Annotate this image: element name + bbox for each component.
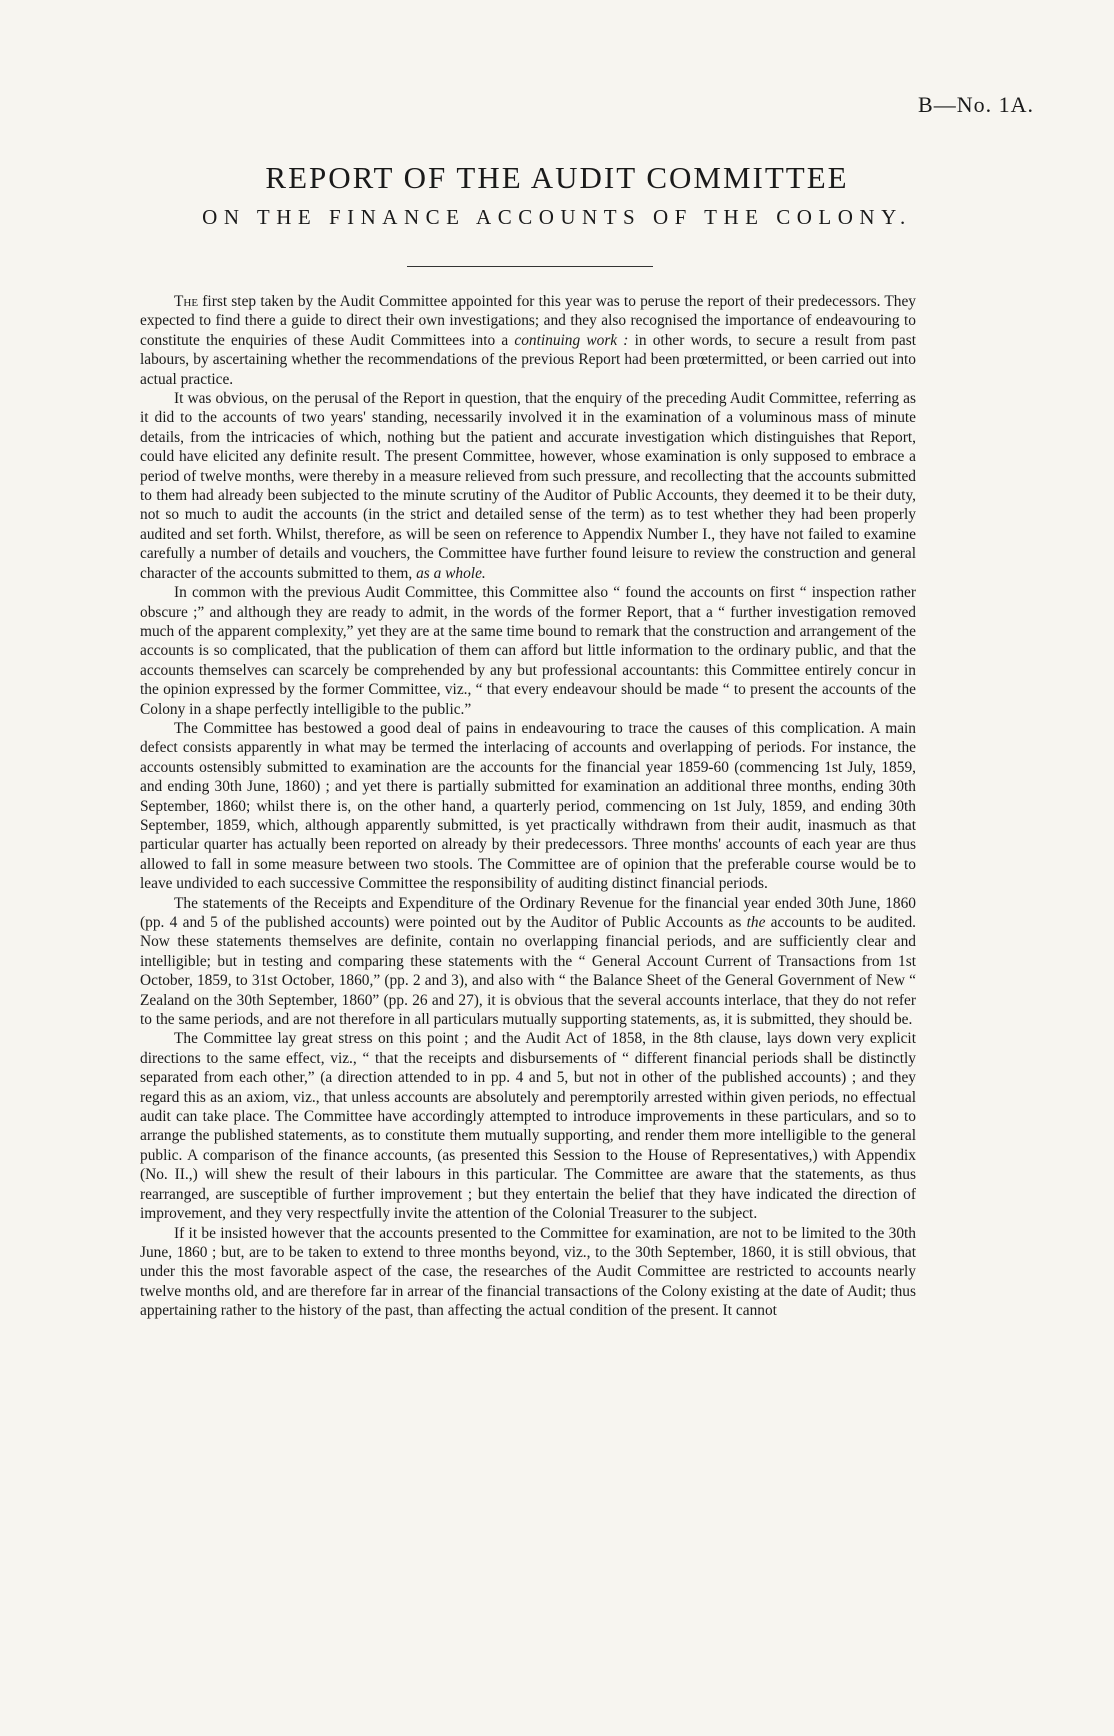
paragraph-7: If it be insisted however that the accounts presented to the Committee for examination, are not to be limited to the 30th June, 1860 ; but, are to be taken to extend to three months beyond, viz., to the 30th September, 1860, it is still obvious, that under this the most favorable aspect of the case, the researches of the Audit Committee are restricted to accounts nearly twelve months old, and are therefore far in arrear of the financial transactions of the Colony existing at the date of Audit; thus appertaining rather to the history of the past, than affecting the actual condition of the present. It cannot [140, 1224, 916, 1320]
title-divider [407, 266, 653, 267]
paragraph-2-text-a: It was obvious, on the perusal of the Report in question, that the enquiry of the preceding Audit Committee, referring as it did to the accounts of two years' standing, necessarily involved it in the examination of a voluminous mass of minute details, from the intricacies of which, nothing but the patient and accurate investigation which distinguishes that Report, could have elicited any definite result. The present Committee, however, whose examination is only supposed to embrace a period of twelve months, were thereby in a measure relieved from such pressure, and recollecting that the accounts submitted to them had already been subjected to the minute scrutiny of the Auditor of Public Accounts, they deemed it to be their duty, not so much to audit the accounts (in the strict and detailed sense of the term) as to test whether they had been properly audited and set forth. Whilst, therefore, as will be seen on reference to Appendix Number I., they have not failed to examine carefully a number of details and vouchers, the Committee have further found leisure to review the construction and general character of the accounts submitted to them, [140, 390, 916, 582]
paragraph-5-emphasis: the [746, 914, 766, 931]
paragraph-1-emphasis: continuing work : [514, 331, 629, 349]
paragraph-5-text-a: The statements of the Receipts and Expenditure of the Ordinary Revenue for the financial year ended 30th June, 1860 (pp. 4 and 5 of the published accounts) were pointed out by the Auditor of Public Accounts as [140, 894, 916, 931]
paragraph-1-lead: The [174, 293, 199, 310]
paragraph-3: In common with the previous Audit Committee, this Committee also “ found the accounts on first “ inspection rather obscure ;” and although they are ready to admit, in the words of the former Report, that a “ further investigation removed much of the apparent complexity,” yet they are at the same time bound to remark that the construction and arrangement of the accounts is so complicated, that the publication of them can afford but little information to the ordinary public, and that the accounts themselves can scarcely be comprehended by any but professional accountants: this Committee entirely concur in the opinion expressed by the former Committee, viz., “ that every endeavour should be made “ to present the accounts of the Colony in a shape perfectly intelligible to the public.” [140, 584, 916, 718]
report-title: REPORT OF THE AUDIT COMMITTEE [265, 160, 849, 195]
paragraph-2 [140, 389, 916, 583]
paragraph-2-emphasis: as a whole. [416, 564, 486, 582]
paragraph-1 [140, 292, 916, 389]
paragraph-1-text-b: in other words, to secure a result from past labours, by ascertaining whether the recommendations of the previous Report had been prœtermitted, or been carried out into actual practice. [140, 331, 916, 388]
paragraph-1-text-a: first step taken by the Audit Committee appointed for this year was to peruse the report of their predecessors. They expected to find there a guide to direct their own investigations; and they also recognised the importance of endeavouring to constitute the enquiries of these Audit Committees into a [140, 293, 916, 349]
report-body [140, 292, 916, 1321]
report-subtitle: ON THE FINANCE ACCOUNTS OF THE COLONY. [202, 205, 912, 229]
paragraph-5 [140, 894, 916, 1030]
paragraph-5-text-b: accounts to be audited. Now these statements themselves are definite, contain no overlapping financial periods, and are sufficiently clear and intelligible; but in testing and comparing these statements with the “ General Account Current of Transactions from 1st October, 1859, to 31st October, 1860,” (pp. 2 and 3), and also with “ the Balance Sheet of the General Government of New “ Zealand on the 30th September, 1860” (pp. 26 and 27), it is obvious that the several accounts interlace, that they do not refer to the same periods, and are not therefore in all particulars mutually supporting statements, as, it is submitted, they should be. [140, 914, 916, 1029]
paragraph-4: The Committee has bestowed a good deal of pains in endeavouring to trace the causes of this complication. A main defect consists apparently in what may be termed the interlacing of accounts and overlapping of periods. For instance, the accounts ostensibly submitted to examination are the accounts for the financial year 1859-60 (commencing 1st July, 1859, and ending 30th June, 1860) ; and yet there is partially submitted for examination an additional three months, ending 30th September, 1860; whilst there is, on the other hand, a quarterly period, commencing on 1st July, 1859, and ending 30th September, 1859, which, although apparently submitted, is yet practically withdrawn from their audit, inasmuch as that particular quarter has actually been reported on already by their predecessors. Three months' accounts of each year are thus allowed to fall in some measure between two stools. The Committee are of opinion that the preferable course would be to leave undivided to each successive Committee the responsibility of auditing distinct financial periods. [140, 719, 916, 893]
page-reference: B—No. 1A. [918, 92, 1034, 117]
paragraph-6: The Committee lay great stress on this point ; and the Audit Act of 1858, in the 8th clause, lays down very explicit directions to the same effect, viz., “ that the receipts and disbursements of “ different financial periods shall be distinctly separated from each other,” (a direction attended to in pp. 4 and 5, but not in other of the published accounts) ; and they regard this as an axiom, viz., that unless accounts are absolutely and peremptorily arrested within given periods, no effectual audit can take place. The Committee have accordingly attempted to introduce improvements in these particulars, and so to arrange the published statements, as to constitute them mutually supporting, and render them more intelligible to the general public. A comparison of the finance accounts, (as presented this Session to the House of Representatives,) with Appendix (No. II.,) will shew the result of their labours in this particular. The Committee are aware that the statements, as thus rearranged, are susceptible of further improvement ; but they entertain the belief that they have indicated the direction of improvement, and they very respectfully invite the attention of the Colonial Treasurer to the subject. [140, 1030, 916, 1223]
